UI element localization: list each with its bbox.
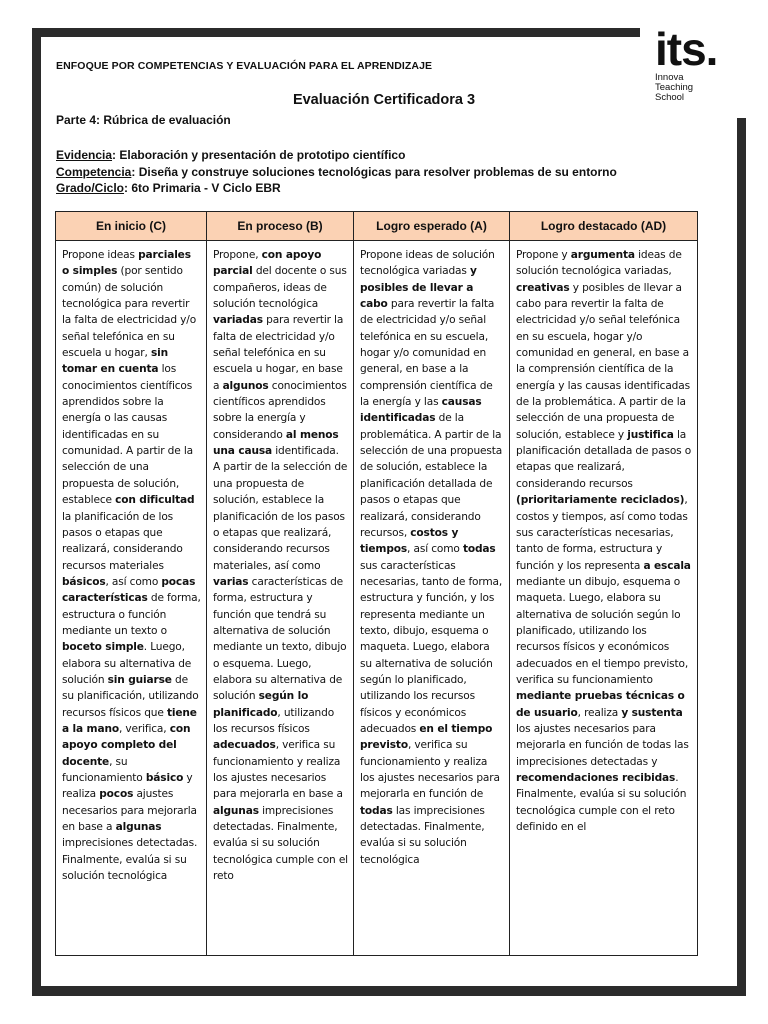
descriptor-emphasis: todas [360,804,393,817]
descriptor-emphasis: boceto simple [62,641,144,654]
cell-en-inicio [56,241,207,956]
descriptor-run: , verifica, [118,722,170,735]
descriptor-emphasis: en el tiempo previsto [360,722,493,752]
column-header-logro-destacado: Logro destacado (AD) [510,212,698,241]
descriptor-emphasis: justifica [627,428,674,441]
descriptor-text [213,247,348,947]
meta-value: : Diseña y construye soluciones tecnológicas para resolver problemas de su entorno [131,164,617,179]
descriptor-run: conocimientos científicos aprendidos sobre la energía y considerando [213,379,347,441]
descriptor-run: la planificación detallada de pasos o etapas que realizará, considerando recursos [516,428,692,490]
logo-line: Teaching [655,82,694,93]
descriptor-run: para revertir la falta de electricidad y/o señal telefónica en su escuela, hogar y/o comunidad en general, en base a la comprensión científica de la energía y las [360,298,495,409]
descriptor-run: sus características necesarias, tanto de forma, estructura y función, y los representa mediante un texto, dibujo, esquema o maqueta. Luego, elabora su alternativa de solución según lo planificado, utilizando los recursos físicos y económicos adecuados [360,559,503,735]
meta-key: Grado/Ciclo [56,181,125,195]
descriptor-run: Propone ideas de solución tecnológica variadas [360,249,495,278]
descriptor-run: de la problemática. A partir de la selección de una propuesta de solución, establece la planificación detallada de pasos o etapas que realizará, considerando recursos, [360,412,503,539]
descriptor-emphasis: varias [213,575,249,588]
descriptor-run: la planificación de los pasos o etapas que realizará, considerando recursos materiales [62,510,183,572]
column-header-logro-esperado: Logro esperado (A) [354,212,510,241]
descriptor-emphasis: sin tomar en cuenta [62,347,168,376]
cell-logro-destacado [510,241,698,956]
descriptor-run: . Finalmente, evalúa si su solución tecnológica cumple con el reto definido en el [516,772,687,834]
descriptor-emphasis: algunas [115,821,162,834]
descriptor-emphasis: básicos [62,575,106,588]
descriptor-run: mediante un dibujo, esquema o maqueta. Luego, elabora su alternativa de solución según lo planificado, utilizando los recursos físicos y económicos adecuados en el tiempo previsto, verifica su funcionamiento [516,575,689,686]
meta-key: Competencia [56,164,132,179]
cell-logro-esperado [354,241,510,956]
descriptor-run: las imprecisiones detectadas. Finalmente, evalúa si su solución tecnológica [360,804,485,866]
meta-value: : Elaboración y presentación de prototipo científico [112,148,406,162]
descriptor-emphasis: sin guiarse [107,673,172,686]
descriptor-run: , verifica su funcionamiento y realiza los ajustes necesarios para mejorarla en base a [213,739,343,801]
descriptor-run: , verifica su funcionamiento y realiza los ajustes necesarios para mejorarla en función de [360,739,500,801]
rubric-header-row [56,212,698,241]
descriptor-emphasis: según lo planificado [213,690,309,719]
evidence-block [56,147,617,197]
descriptor-emphasis: algunas [213,804,259,817]
document-title: Evaluación Certificadora 3 [292,92,476,108]
descriptor-emphasis: tiene a la mano [62,706,197,735]
descriptor-run: , utilizando los recursos físicos [213,706,335,735]
descriptor-emphasis: creativas [516,281,570,294]
rubric-descriptor-row [56,241,698,956]
descriptor-emphasis: y posibles de llevar a cabo [360,265,477,311]
descriptor-run: los ajustes necesarios para mejorarla en función de todas las imprecisiones detectadas y [516,722,689,768]
descriptor-emphasis: adecuados [213,739,276,752]
descriptor-run: los conocimientos científicos aprendidos sobre la energía o las causas identificadas en su comunidad. A partir de la selección de una propuesta de solución, establece [62,363,193,507]
descriptor-emphasis: con apoyo completo del docente [62,722,191,768]
logo-line: Innova [655,72,684,83]
descriptor-run: de forma, estructura o función mediante un texto o [62,592,201,637]
descriptor-emphasis: costos y tiempos [360,526,459,556]
rubric-table [55,211,698,956]
meta-evidencia [56,147,617,164]
descriptor-emphasis: argumenta [570,249,635,261]
descriptor-run: de su planificación, utilizando recursos físicos que [62,673,199,719]
descriptor-text [62,247,201,947]
descriptor-emphasis: pocos [99,788,134,801]
descriptor-emphasis: (prioritariamente reciclados) [516,494,685,507]
descriptor-emphasis: con apoyo parcial [213,249,322,278]
descriptor-run: del docente o sus compañeros, ideas de solución tecnológica [213,265,347,311]
descriptor-emphasis: mediante pruebas técnicas o de usuario [516,690,685,719]
descriptor-run: imprecisiones detectadas. Finalmente, evalúa si su solución tecnológica cumple con el reto [213,804,348,883]
descriptor-run: , así como [407,543,463,556]
descriptor-run: . Luego, elabora su alternativa de solución [62,641,192,686]
descriptor-run: ideas de solución tecnológica variadas, [516,249,682,278]
descriptor-run: y realiza [62,772,193,801]
descriptor-emphasis: todas [462,543,496,556]
descriptor-run: Propone y [516,249,571,261]
descriptor-emphasis: pocas características [62,575,196,605]
meta-grado-ciclo [56,180,617,197]
descriptor-text [516,247,692,947]
descriptor-run: (por sentido común) de solución tecnológica para revertir la falta de electricidad y/o señal telefónica en su escuela u hogar, [62,265,197,360]
descriptor-run: Propone ideas [62,249,139,261]
meta-key: Evidencia [56,148,113,162]
course-title: ENFOQUE POR COMPETENCIAS Y EVALUACIÓN PARA EL APRENDIZAJE [56,60,433,72]
part-heading: Parte 4: Rúbrica de evaluación [56,113,231,127]
column-header-en-inicio: En inicio (C) [56,212,207,241]
logo-mark: its. [655,23,718,75]
descriptor-emphasis: parciales o simples [62,249,191,278]
descriptor-run: características de forma, estructura y función que tendrá su alternativa de solución mediante un texto, dibujo o esquema. Luego, elabora su alternativa de solución [213,575,347,703]
descriptor-emphasis: y sustenta [621,706,683,719]
descriptor-emphasis: a escala [643,559,691,572]
meta-value: : 6to Primaria - V Ciclo EBR [124,181,281,195]
descriptor-run: identificada. A partir de la selección de una propuesta de solución, establece la planificación de los pasos o etapas que realizará, considerando recursos materiales, así como [213,445,348,572]
descriptor-run: , realiza [577,706,622,719]
descriptor-run: imprecisiones detectadas. Finalmente, evalúa si su solución tecnológica [62,837,198,883]
descriptor-emphasis: variadas [213,314,263,327]
descriptor-run: para revertir la falta de electricidad y/o señal telefónica en su escuela u hogar, en base a [213,314,344,392]
descriptor-run: ajustes necesarios para mejorarla en base a [62,788,197,834]
descriptor-run: , su funcionamiento [62,755,146,784]
cell-en-proceso [207,241,354,956]
descriptor-emphasis: algunos [222,379,269,392]
descriptor-run: Propone, [213,249,262,261]
descriptor-emphasis: al menos una causa [213,428,339,458]
descriptor-text [360,247,504,947]
descriptor-run: , costos y tiempos, así como todas sus características necesarias, tanto de forma, estructura y función y los representa [516,494,688,572]
descriptor-run: y posibles de llevar a cabo para revertir la falta de electricidad y/o señal telefónica en su escuela, hogar y/o comunidad en general, en base a la comprensión científica de la energía y las causas identificadas de la problemática. A partir de la selección de una propuesta de solución, establece y [516,281,690,441]
descriptor-emphasis: causas identificadas [360,396,482,425]
logo-line: School [655,92,685,103]
descriptor-emphasis: recomendaciones recibidas [516,772,676,784]
descriptor-emphasis: con dificultad [115,494,195,507]
meta-competencia [56,164,617,181]
descriptor-emphasis: básico [145,772,184,784]
descriptor-run: , así como [105,575,162,588]
column-header-en-proceso: En proceso (B) [207,212,354,241]
